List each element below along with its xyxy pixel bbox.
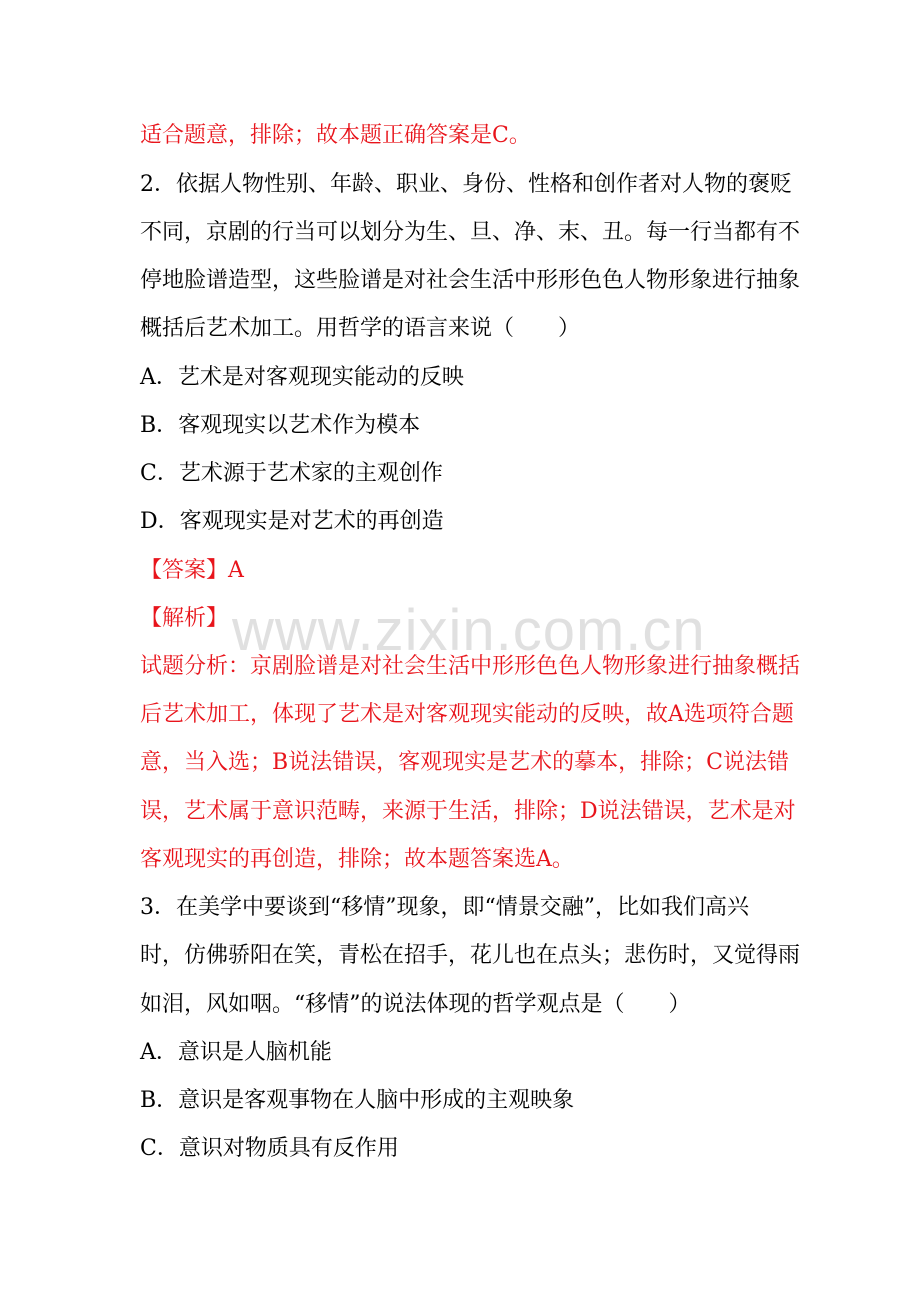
question-3-option-a: A．意识是人脑机能: [140, 1040, 332, 1065]
analysis-heading: 【解析】: [140, 606, 229, 631]
question-3-stem-line: 如泪，风如咽。“移情”的说法体现的哲学观点是（ ）: [140, 992, 691, 1017]
analysis-text-line: 意，当入选；B说法错误，客观现实是艺术的摹本，排除；C说法错: [140, 750, 790, 775]
question-2-option-b: B．客观现实以艺术作为模本: [140, 413, 421, 438]
analysis-text-line: 试题分析：京剧脸谱是对社会生活中形形色色人物形象进行抽象概括: [140, 654, 801, 679]
question-2-option-d: D．客观现实是对艺术的再创造: [140, 509, 444, 534]
analysis-text-line: 适合题意，排除；故本题正确答案是C。: [140, 123, 531, 148]
question-2-stem-line: 停地脸谱造型，这些脸谱是对社会生活中形形色色人物形象进行抽象: [140, 268, 801, 293]
question-2-option-a: A．艺术是对客观现实能动的反映: [140, 365, 464, 390]
question-3-stem-line: 时，仿佛骄阳在笑，青松在招手，花儿也在点头；悲伤时，又觉得雨: [140, 943, 801, 968]
site-watermark: www.zixin.com.cn: [232, 598, 706, 663]
question-2-stem-line: 2．依据人物性别、年龄、职业、身份、性格和创作者对人物的褒贬: [140, 172, 792, 197]
answer-label: 【答案】A: [140, 558, 244, 583]
question-3-option-c: C．意识对物质具有反作用: [140, 1136, 399, 1161]
analysis-text-line: 误，艺术属于意识范畴，来源于生活，排除；D说法错误，艺术是对: [140, 799, 796, 824]
question-2-stem-line: 不同，京剧的行当可以划分为生、旦、净、末、丑。每一行当都有不: [140, 220, 801, 245]
question-3-option-b: B．意识是客观事物在人脑中形成的主观映象: [140, 1088, 575, 1113]
question-2-stem-line: 概括后艺术加工。用哲学的语言来说（ ）: [140, 316, 581, 341]
analysis-text-line: 后艺术加工，体现了艺术是对客观现实能动的反映，故A选项符合题: [140, 702, 794, 727]
analysis-text-line: 客观现实的再创造，排除；故本题答案选A。: [140, 847, 574, 872]
question-2-option-c: C．艺术源于艺术家的主观创作: [140, 461, 443, 486]
question-3-stem-line: 3．在美学中要谈到“移情”现象，即“情景交融”，比如我们高兴: [140, 895, 749, 920]
